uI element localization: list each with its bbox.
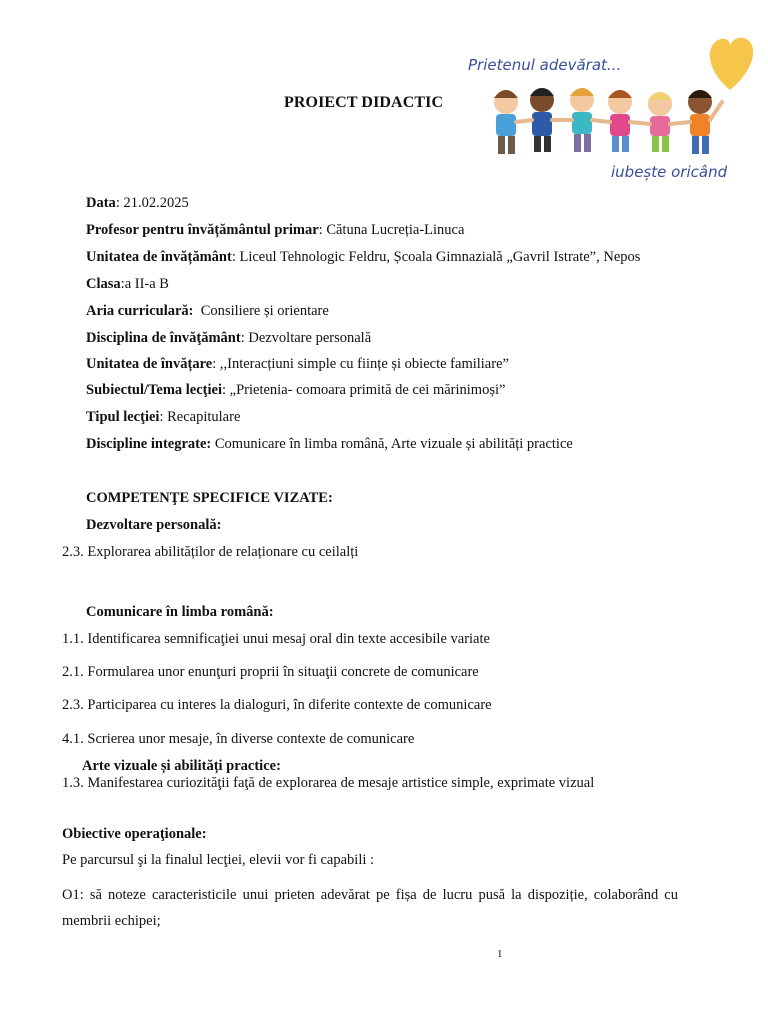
field-label: Unitatea de învățare <box>86 356 213 372</box>
document-title: PROIECT DIDACTIC <box>284 94 444 111</box>
competenta-item: 2.3. Participarea cu interes la dialoguri, în diferite contexte de comunicare <box>62 697 492 713</box>
child-5 <box>648 92 672 152</box>
obiectiv-o1: O1: să noteze caracteristicile unui prieten adevărat pe fișa de lucru pusă la dispoziție, colaborând cu membrii echipei; <box>62 887 678 929</box>
field-label: Unitatea de învățământ <box>86 249 232 265</box>
competenta-item: 2.1. Formularea unor enunţuri proprii în situaţii concrete de comunicare <box>62 664 479 680</box>
field-clasa <box>86 276 169 293</box>
avap-heading: Arte vizuale și abilități practice: <box>82 758 281 774</box>
field-value: Comunicare în limba română, Arte vizuale și abilități practice <box>214 436 573 452</box>
obiective-intro: Pe parcursul şi la finalul lecţiei, elevii vor fi capabili : <box>62 852 375 868</box>
field-sep: : <box>212 356 220 372</box>
competenta-item: 1.1. Identificarea semnificaţiei unui mesaj oral din texte accesibile variate <box>62 631 490 647</box>
field-profesor <box>86 222 464 239</box>
field-label: Clasa <box>86 276 121 292</box>
field-unitatea-invatamant <box>86 249 640 266</box>
field-value: Consiliere și orientare <box>200 303 329 319</box>
field-label: Discipline integrate: <box>86 436 212 452</box>
field-tipul-lectiei <box>86 409 240 426</box>
field-label: Tipul lecţiei <box>86 409 160 425</box>
field-label: Data <box>86 195 116 211</box>
field-sep: : <box>222 382 230 398</box>
field-value: Cătuna Lucreția-Linuca <box>326 222 465 238</box>
field-label: Disciplina de învăţământ <box>86 330 241 346</box>
clr-heading: Comunicare în limba română: <box>86 604 274 620</box>
field-sep: : <box>318 222 327 238</box>
field-sep <box>194 303 201 319</box>
field-value: Liceul Tehnologic Feldru, Școala Gimnazială „Gavril Istrate”, Nepos <box>239 249 641 265</box>
field-sep: : <box>115 195 124 211</box>
field-value: Recapitulare <box>167 409 241 425</box>
field-label: Profesor pentru învățământul primar <box>86 222 319 238</box>
slogan-top: Prietenul adevărat... <box>468 56 622 74</box>
heart-icon <box>710 38 753 90</box>
field-aria-curriculara <box>86 303 329 320</box>
competenta-item: 2.3. Explorarea abilităților de relaționare cu ceilalți <box>62 544 359 560</box>
slogan-bottom: iubește oricând <box>611 163 728 181</box>
field-label: Subiectul/Tema lecţiei <box>86 382 222 398</box>
field-value: Dezvoltare personală <box>248 330 372 346</box>
field-subiectul <box>86 382 505 399</box>
competente-heading: COMPETENŢE SPECIFICE VIZATE: <box>86 490 333 506</box>
field-value: „Prietenia- comoara primită de cei mărinimoși” <box>229 382 506 398</box>
page-number: 1 <box>497 948 503 960</box>
field-disciplina <box>86 330 371 347</box>
field-value: ,,Interacțiuni simple cu ființe și obiecte familiare” <box>219 356 509 372</box>
dp-heading: Dezvoltare personală: <box>86 517 222 533</box>
field-sep: : <box>120 276 125 292</box>
field-sep: : <box>240 330 249 346</box>
field-value: 21.02.2025 <box>123 195 189 211</box>
competenta-item: 4.1. Scrierea unor mesaje, în diverse contexte de comunicare <box>62 731 415 747</box>
header-illustration <box>468 32 758 188</box>
field-sep: : <box>231 249 240 265</box>
field-label: Aria curriculară: <box>86 303 194 319</box>
competenta-item: 1.3. Manifestarea curiozităţii faţă de explorarea de mesaje artistice simple, exprimate vizual <box>62 775 595 791</box>
field-unitatea-invatare <box>86 356 509 373</box>
obiective-heading: Obiective operaţionale: <box>62 826 207 842</box>
field-sep: : <box>159 409 168 425</box>
field-value: a II-a B <box>124 276 169 292</box>
field-data <box>86 195 189 212</box>
field-discipline-integrate <box>86 436 573 453</box>
